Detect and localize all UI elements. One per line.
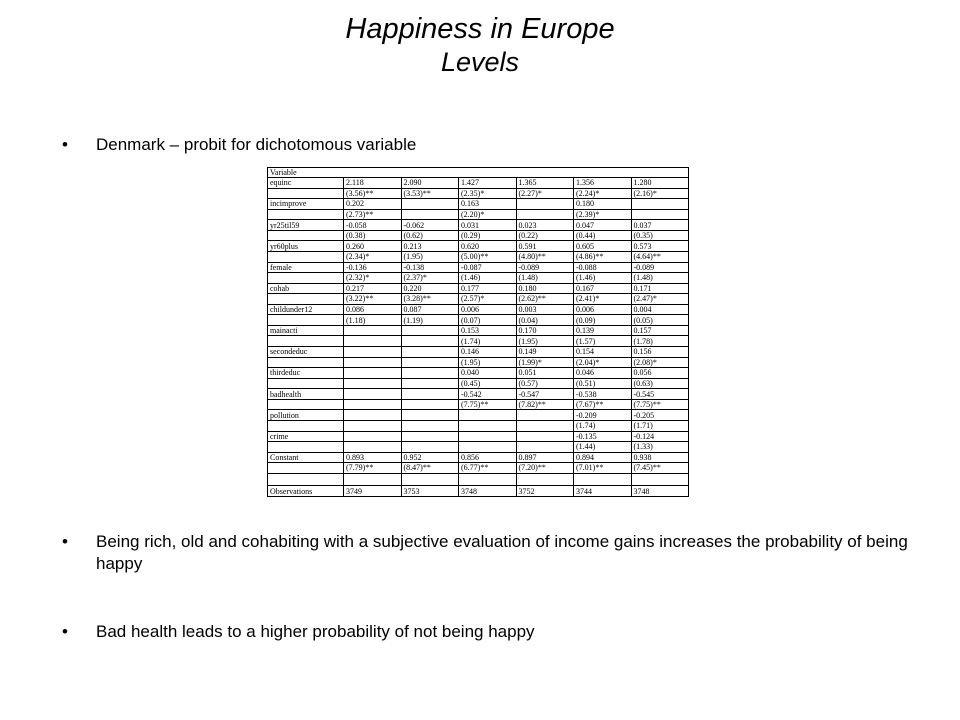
variable-cell: childunder12 [268, 304, 344, 315]
table-row [268, 357, 689, 368]
table-row [268, 486, 689, 497]
variable-cell [268, 188, 344, 199]
value-cell [344, 357, 402, 368]
value-cell [344, 399, 402, 410]
value-cell: 1.356 [574, 178, 632, 189]
table-row [268, 273, 689, 284]
value-cell: 0.605 [574, 241, 632, 252]
table-header-cell: Variable [268, 168, 689, 178]
value-cell: (0.45) [459, 378, 517, 389]
value-cell: (0.05) [631, 315, 689, 326]
value-cell: (7.75)** [459, 399, 517, 410]
value-cell: (3.28)** [401, 294, 459, 305]
slide-title: Happiness in Europe [345, 13, 615, 45]
value-cell [344, 442, 402, 453]
value-cell [401, 347, 459, 358]
value-cell: 0.040 [459, 368, 517, 379]
table-row [268, 251, 689, 262]
value-cell: (4.64)** [631, 251, 689, 262]
value-cell: -0.209 [574, 410, 632, 421]
table-row [268, 399, 689, 410]
table-row [268, 325, 689, 336]
table-row [268, 420, 689, 431]
value-cell: (1.19) [401, 315, 459, 326]
value-cell [459, 442, 517, 453]
value-cell: (2.04)* [574, 357, 632, 368]
value-cell [344, 420, 402, 431]
value-cell: -0.138 [401, 262, 459, 273]
value-cell: (3.53)** [401, 188, 459, 199]
table-row [268, 315, 689, 326]
value-cell [401, 378, 459, 389]
value-cell: (0.29) [459, 230, 517, 241]
value-cell [401, 209, 459, 220]
value-cell: 0.856 [459, 452, 517, 463]
value-cell: (2.62)** [516, 294, 574, 305]
table-row [268, 199, 689, 210]
value-cell [516, 209, 574, 220]
value-cell: (3.56)** [344, 188, 402, 199]
value-cell: -0.542 [459, 389, 517, 400]
value-cell: (2.34)* [344, 251, 402, 262]
value-cell [459, 420, 517, 431]
value-cell: (2.16)* [631, 188, 689, 199]
value-cell: 0.051 [516, 368, 574, 379]
value-cell [401, 431, 459, 442]
value-cell: 0.220 [401, 283, 459, 294]
value-cell: (1.46) [459, 273, 517, 284]
value-cell: (1.57) [574, 336, 632, 347]
value-cell: (2.39)* [574, 209, 632, 220]
value-cell: 0.006 [574, 304, 632, 315]
slide-title-block [0, 12, 960, 78]
value-cell: (2.47)* [631, 294, 689, 305]
value-cell: 0.217 [344, 283, 402, 294]
slide-subtitle: Levels [440, 47, 520, 77]
value-cell: (3.22)** [344, 294, 402, 305]
variable-cell: equinc [268, 178, 344, 189]
table-row [268, 336, 689, 347]
variable-cell [268, 230, 344, 241]
value-cell: -0.062 [401, 220, 459, 231]
variable-cell [268, 399, 344, 410]
value-cell: (1.74) [574, 420, 632, 431]
value-cell: -0.088 [574, 262, 632, 273]
value-cell: (7.01)** [574, 463, 632, 474]
value-cell: 0.573 [631, 241, 689, 252]
bullet-text: Being rich, old and cohabiting with a subjective evaluation of income gains increases the probability of being happy [96, 532, 908, 573]
value-cell: (1.46) [574, 273, 632, 284]
value-cell: 0.171 [631, 283, 689, 294]
value-cell: 0.894 [574, 452, 632, 463]
value-cell [459, 410, 517, 421]
value-cell: (0.07) [459, 315, 517, 326]
value-cell [344, 368, 402, 379]
value-cell: (2.73)** [344, 209, 402, 220]
table-row [268, 262, 689, 273]
table-row [268, 304, 689, 315]
value-cell [631, 199, 689, 210]
value-cell: (7.67)** [574, 399, 632, 410]
variable-cell [268, 420, 344, 431]
table-row [268, 241, 689, 252]
value-cell: (2.41)* [574, 294, 632, 305]
value-cell: (2.24)* [574, 188, 632, 199]
variable-cell: mainacti [268, 325, 344, 336]
value-cell [344, 336, 402, 347]
value-cell: (2.37)* [401, 273, 459, 284]
value-cell [459, 431, 517, 442]
value-cell: 0.591 [516, 241, 574, 252]
value-cell [344, 325, 402, 336]
value-cell: 0.202 [344, 199, 402, 210]
bullet-dot: • [62, 532, 68, 551]
value-cell: 0.163 [459, 199, 517, 210]
value-cell [516, 199, 574, 210]
value-cell [344, 473, 402, 486]
table-row [268, 347, 689, 358]
variable-cell: Constant [268, 452, 344, 463]
table-row [268, 463, 689, 474]
value-cell: (8.47)** [401, 463, 459, 474]
variable-cell: female [268, 262, 344, 273]
value-cell: (4.80)** [516, 251, 574, 262]
value-cell: (0.57) [516, 378, 574, 389]
value-cell: (0.62) [401, 230, 459, 241]
variable-cell [268, 294, 344, 305]
variable-cell: secondeduc [268, 347, 344, 358]
variable-cell [268, 357, 344, 368]
table-body [268, 178, 689, 497]
value-cell: 3752 [516, 486, 574, 497]
value-cell: (0.04) [516, 315, 574, 326]
value-cell: 0.177 [459, 283, 517, 294]
value-cell: (0.51) [574, 378, 632, 389]
value-cell: 0.004 [631, 304, 689, 315]
table-row [268, 431, 689, 442]
table-row [268, 368, 689, 379]
variable-cell: cohab [268, 283, 344, 294]
value-cell: 0.146 [459, 347, 517, 358]
bullet-text: Denmark – probit for dichotomous variable [96, 135, 417, 154]
value-cell [401, 410, 459, 421]
variable-cell: yr60plus [268, 241, 344, 252]
value-cell: 0.897 [516, 452, 574, 463]
bullet-dot: • [62, 622, 68, 641]
value-cell: 1.365 [516, 178, 574, 189]
table-row [268, 178, 689, 189]
table-row [268, 209, 689, 220]
bullet-dot: • [62, 135, 68, 154]
table-row [268, 378, 689, 389]
value-cell: 0.003 [516, 304, 574, 315]
value-cell: 0.180 [516, 283, 574, 294]
variable-cell: crime [268, 431, 344, 442]
variable-cell: Observations [268, 486, 344, 497]
value-cell: 3753 [401, 486, 459, 497]
table-row [268, 410, 689, 421]
value-cell: 0.180 [574, 199, 632, 210]
value-cell: 0.031 [459, 220, 517, 231]
value-cell [401, 399, 459, 410]
bullet-item-1 [62, 134, 922, 156]
variable-cell: thirdeduc [268, 368, 344, 379]
variable-cell: incimprove [268, 199, 344, 210]
value-cell [574, 473, 632, 486]
value-cell: (7.45)** [631, 463, 689, 474]
value-cell [344, 410, 402, 421]
value-cell: -0.547 [516, 389, 574, 400]
value-cell: 0.620 [459, 241, 517, 252]
value-cell: -0.089 [516, 262, 574, 273]
value-cell [401, 389, 459, 400]
value-cell: (2.35)* [459, 188, 517, 199]
value-cell: (0.38) [344, 230, 402, 241]
value-cell: (0.63) [631, 378, 689, 389]
value-cell: (7.20)** [516, 463, 574, 474]
variable-cell [268, 315, 344, 326]
value-cell: 0.893 [344, 452, 402, 463]
table-row [268, 452, 689, 463]
table-row [268, 294, 689, 305]
value-cell: -0.136 [344, 262, 402, 273]
value-cell: (2.32)* [344, 273, 402, 284]
value-cell: (7.75)** [631, 399, 689, 410]
value-cell: 0.056 [631, 368, 689, 379]
value-cell: -0.124 [631, 431, 689, 442]
table-row [268, 473, 689, 486]
value-cell: 1.280 [631, 178, 689, 189]
value-cell: 0.023 [516, 220, 574, 231]
value-cell: 0.086 [344, 304, 402, 315]
variable-cell [268, 378, 344, 389]
value-cell: (0.22) [516, 230, 574, 241]
value-cell: 0.047 [574, 220, 632, 231]
value-cell [401, 336, 459, 347]
value-cell: (1.95) [459, 357, 517, 368]
value-cell [516, 431, 574, 442]
value-cell: (1.95) [516, 336, 574, 347]
table-row [268, 220, 689, 231]
value-cell: -0.538 [574, 389, 632, 400]
value-cell: 2.090 [401, 178, 459, 189]
value-cell: (0.44) [574, 230, 632, 241]
value-cell [516, 442, 574, 453]
value-cell: -0.058 [344, 220, 402, 231]
value-cell: (0.09) [574, 315, 632, 326]
variable-cell: yr25til59 [268, 220, 344, 231]
value-cell: 0.167 [574, 283, 632, 294]
value-cell: (1.74) [459, 336, 517, 347]
variable-cell: pollution [268, 410, 344, 421]
value-cell: 0.156 [631, 347, 689, 358]
value-cell [401, 420, 459, 431]
value-cell [401, 325, 459, 336]
value-cell [459, 473, 517, 486]
value-cell: 0.260 [344, 241, 402, 252]
variable-cell: badhealth [268, 389, 344, 400]
regression-table [267, 167, 689, 497]
value-cell: -0.089 [631, 262, 689, 273]
variable-cell [268, 209, 344, 220]
value-cell: (1.99)* [516, 357, 574, 368]
variable-cell [268, 251, 344, 262]
value-cell: 0.938 [631, 452, 689, 463]
value-cell: 0.952 [401, 452, 459, 463]
value-cell: 0.153 [459, 325, 517, 336]
table-header-row [268, 168, 689, 178]
value-cell: 0.213 [401, 241, 459, 252]
value-cell: (6.77)** [459, 463, 517, 474]
table-row [268, 188, 689, 199]
value-cell: 0.046 [574, 368, 632, 379]
variable-cell [268, 473, 344, 486]
value-cell: 2.118 [344, 178, 402, 189]
value-cell [344, 347, 402, 358]
value-cell: 0.170 [516, 325, 574, 336]
value-cell [516, 473, 574, 486]
value-cell [344, 431, 402, 442]
value-cell [401, 368, 459, 379]
bullet-item-3 [62, 621, 922, 643]
value-cell: -0.205 [631, 410, 689, 421]
value-cell: (4.86)** [574, 251, 632, 262]
value-cell: (1.18) [344, 315, 402, 326]
value-cell: (1.71) [631, 420, 689, 431]
value-cell: (1.33) [631, 442, 689, 453]
value-cell: (2.20)* [459, 209, 517, 220]
bullet-item-2 [62, 531, 922, 575]
variable-cell [268, 336, 344, 347]
value-cell [516, 420, 574, 431]
value-cell: 3748 [459, 486, 517, 497]
value-cell: 0.149 [516, 347, 574, 358]
value-cell [401, 473, 459, 486]
value-cell: (7.79)** [344, 463, 402, 474]
value-cell [344, 378, 402, 389]
value-cell: -0.087 [459, 262, 517, 273]
value-cell: -0.135 [574, 431, 632, 442]
value-cell: (7.82)** [516, 399, 574, 410]
value-cell: (2.57)* [459, 294, 517, 305]
table-row [268, 389, 689, 400]
table-row [268, 442, 689, 453]
variable-cell [268, 463, 344, 474]
value-cell: (1.48) [516, 273, 574, 284]
value-cell: 3749 [344, 486, 402, 497]
value-cell: (1.78) [631, 336, 689, 347]
value-cell: 0.037 [631, 220, 689, 231]
value-cell: -0.545 [631, 389, 689, 400]
value-cell: (5.00)** [459, 251, 517, 262]
value-cell: 0.157 [631, 325, 689, 336]
value-cell: 1.427 [459, 178, 517, 189]
value-cell: (2.27)* [516, 188, 574, 199]
value-cell: 3744 [574, 486, 632, 497]
value-cell: (1.44) [574, 442, 632, 453]
value-cell [401, 442, 459, 453]
value-cell [631, 473, 689, 486]
value-cell [631, 209, 689, 220]
value-cell: 0.087 [401, 304, 459, 315]
value-cell: 0.139 [574, 325, 632, 336]
table-row [268, 230, 689, 241]
variable-cell [268, 442, 344, 453]
variable-cell [268, 273, 344, 284]
value-cell: (1.95) [401, 251, 459, 262]
value-cell: 3748 [631, 486, 689, 497]
value-cell: (0.35) [631, 230, 689, 241]
table-row [268, 283, 689, 294]
value-cell [401, 357, 459, 368]
value-cell [344, 389, 402, 400]
value-cell: 0.006 [459, 304, 517, 315]
value-cell: (2.08)* [631, 357, 689, 368]
value-cell [516, 410, 574, 421]
value-cell: 0.154 [574, 347, 632, 358]
value-cell: (1.48) [631, 273, 689, 284]
bullet-text: Bad health leads to a higher probability of not being happy [96, 622, 535, 641]
value-cell [401, 199, 459, 210]
